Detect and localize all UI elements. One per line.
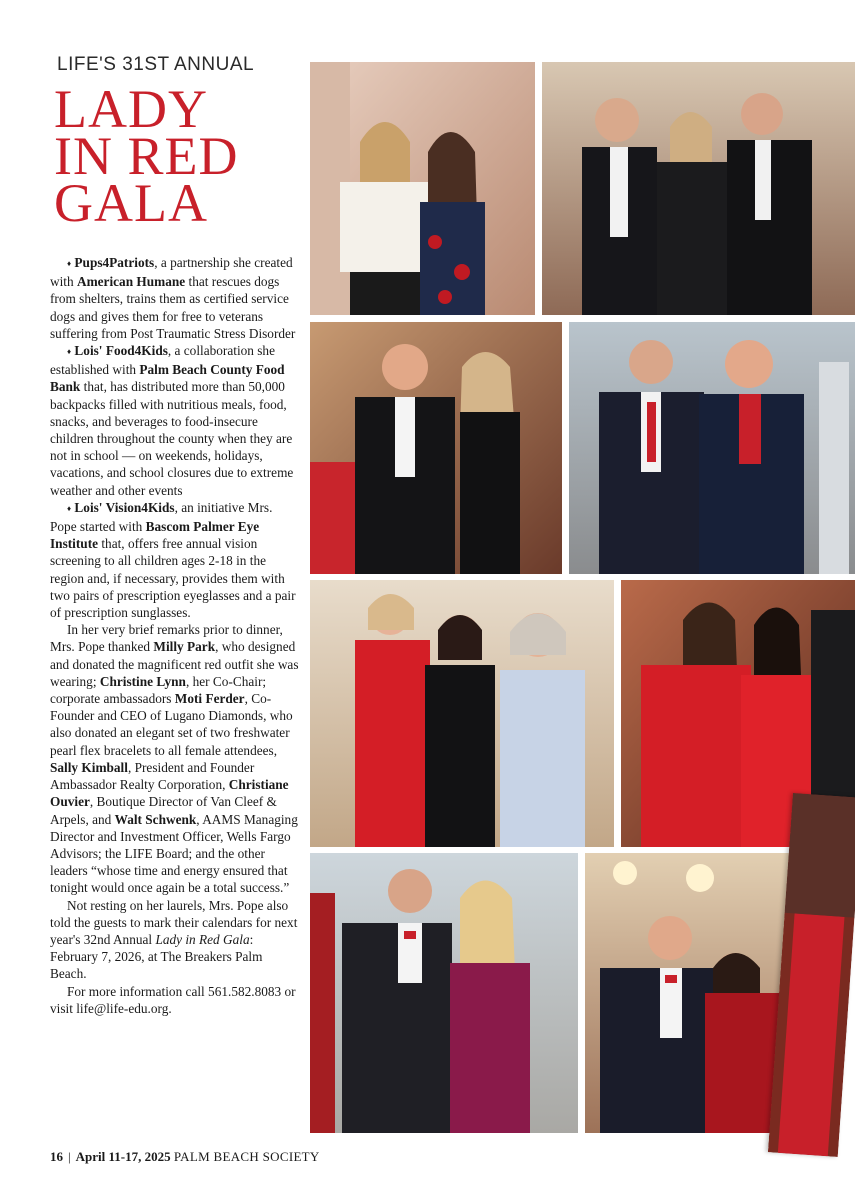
gala-photo-2	[542, 62, 855, 315]
bold-person-name: Milly Park	[153, 639, 216, 655]
gala-photo-1	[310, 62, 535, 315]
title-line-2: IN RED	[54, 126, 239, 186]
bold-partner-name: Palm Beach County Food Bank	[50, 362, 285, 395]
photo-three-women-icon	[310, 580, 614, 847]
body-text: , a collaboration she established with	[50, 343, 275, 378]
bold-person-name: Walt Schwenk	[114, 811, 197, 827]
body-text: that, offers free annual vision screening to all children ages 2-18 in the region and, if necessary, provides them with two pairs of prescription eyeglasses and a pair of prescription sunglasses.	[50, 536, 296, 621]
bold-person-name: Sally Kimball	[50, 759, 128, 775]
body-text: For more information call 561.582.8083 or visit life@life-edu.org.	[50, 983, 296, 1016]
bold-partner-name: Bascom Palmer Eye Institute	[50, 519, 260, 552]
body-text: , Co-Founder and CEO of Lugano Diamonds, who also donated an elegant set of two freshwater pearl flex bracelets to all female attendees,	[50, 691, 293, 758]
paragraph-remarks	[50, 621, 300, 896]
article-title	[54, 79, 239, 233]
body-text: , who designed and donated the magnificent red outfit she was wearing;	[50, 639, 299, 689]
italic-event-name: Lady in Red Gala	[155, 931, 250, 947]
gala-photo-4	[569, 322, 855, 574]
page-footer	[50, 1149, 320, 1165]
bullet-diamond-icon: ♦	[67, 503, 72, 513]
bold-person-name: Christiane Ouvier	[50, 777, 289, 810]
gala-photo-5	[310, 580, 614, 847]
section-kicker: LIFE'S 31ST ANNUAL	[57, 54, 255, 75]
bullet-diamond-icon: ♦	[67, 259, 72, 268]
bullet-diamond-icon: ♦	[67, 347, 72, 357]
photo-two-men-one-woman-icon	[542, 62, 855, 315]
body-text: , a partnership she created with	[50, 255, 293, 290]
bold-program-name: Pups4Patriots	[74, 255, 155, 270]
paragraph-vision4kids	[50, 499, 300, 621]
gala-photo-7	[310, 853, 578, 1133]
bold-program-name: Lois' Food4Kids	[74, 343, 168, 359]
body-text: , her Co-Chair; corporate ambassadors	[50, 673, 267, 707]
photo-edge-red-gown-icon	[768, 793, 855, 1157]
footer-separator: |	[68, 1149, 71, 1164]
photo-couple-velvet-jacket-icon	[310, 853, 578, 1133]
paragraph-food4kids	[50, 342, 300, 499]
issue-dates: April 11-17, 2025	[75, 1149, 171, 1164]
photo-two-men-red-ties-icon	[569, 322, 855, 574]
body-text: that, has distributed more than 50,000 backpacks filled with nutritious meals, food, snacks, and beverages to food-insecure children throughout the county when they are not in school — on weekends, holidays, vacations, and school closures due to extreme weather and other events	[50, 379, 294, 498]
body-text: , President and Founder Ambassador Realty Corporation,	[50, 759, 255, 793]
paragraph-pups4patriots	[50, 254, 300, 342]
photo-couple-icon	[310, 322, 562, 574]
gala-photo-3	[310, 322, 562, 574]
publication-name: PALM BEACH SOCIETY	[173, 1149, 320, 1164]
page-number: 16	[50, 1149, 63, 1164]
tilted-edge-photo	[768, 793, 855, 1157]
paragraph-contact	[50, 983, 300, 1017]
body-text: , AAMS Managing Director and Investment Officer, Wells Fargo Advisors; the LIFE Board; and the other leaders “whose time and energy ensured that tonight would once again be a total success.”	[50, 811, 298, 896]
body-text: : February 7, 2026, at The Breakers Palm Beach.	[50, 931, 263, 982]
bold-person-name: Moti Ferder	[174, 691, 245, 707]
bold-partner-name: American Humane	[76, 274, 186, 290]
body-text: that rescues dogs from shelters, trains them as certified service dogs and gives them for free to veterans suffering from Post Traumatic Stress Disorder	[50, 274, 296, 341]
body-text: , Boutique Director of Van Cleef & Arpels, and	[50, 794, 277, 827]
article-body	[50, 254, 300, 1017]
title-line-3: GALA	[54, 173, 208, 233]
photo-two-women-icon	[310, 62, 535, 315]
bold-person-name: Christine Lynn	[99, 673, 186, 689]
title-line-1: LADY	[54, 79, 208, 139]
bold-program-name: Lois' Vision4Kids	[74, 499, 175, 515]
paragraph-next-year	[50, 897, 300, 983]
body-text: In her very brief remarks prior to dinner, Mrs. Pope thanked	[50, 622, 283, 655]
body-text: , an initiative Mrs. Pope started with	[50, 499, 273, 535]
body-text: Not resting on her laurels, Mrs. Pope also told the guests to mark their calendars for next year's 32nd Annual	[50, 897, 298, 947]
